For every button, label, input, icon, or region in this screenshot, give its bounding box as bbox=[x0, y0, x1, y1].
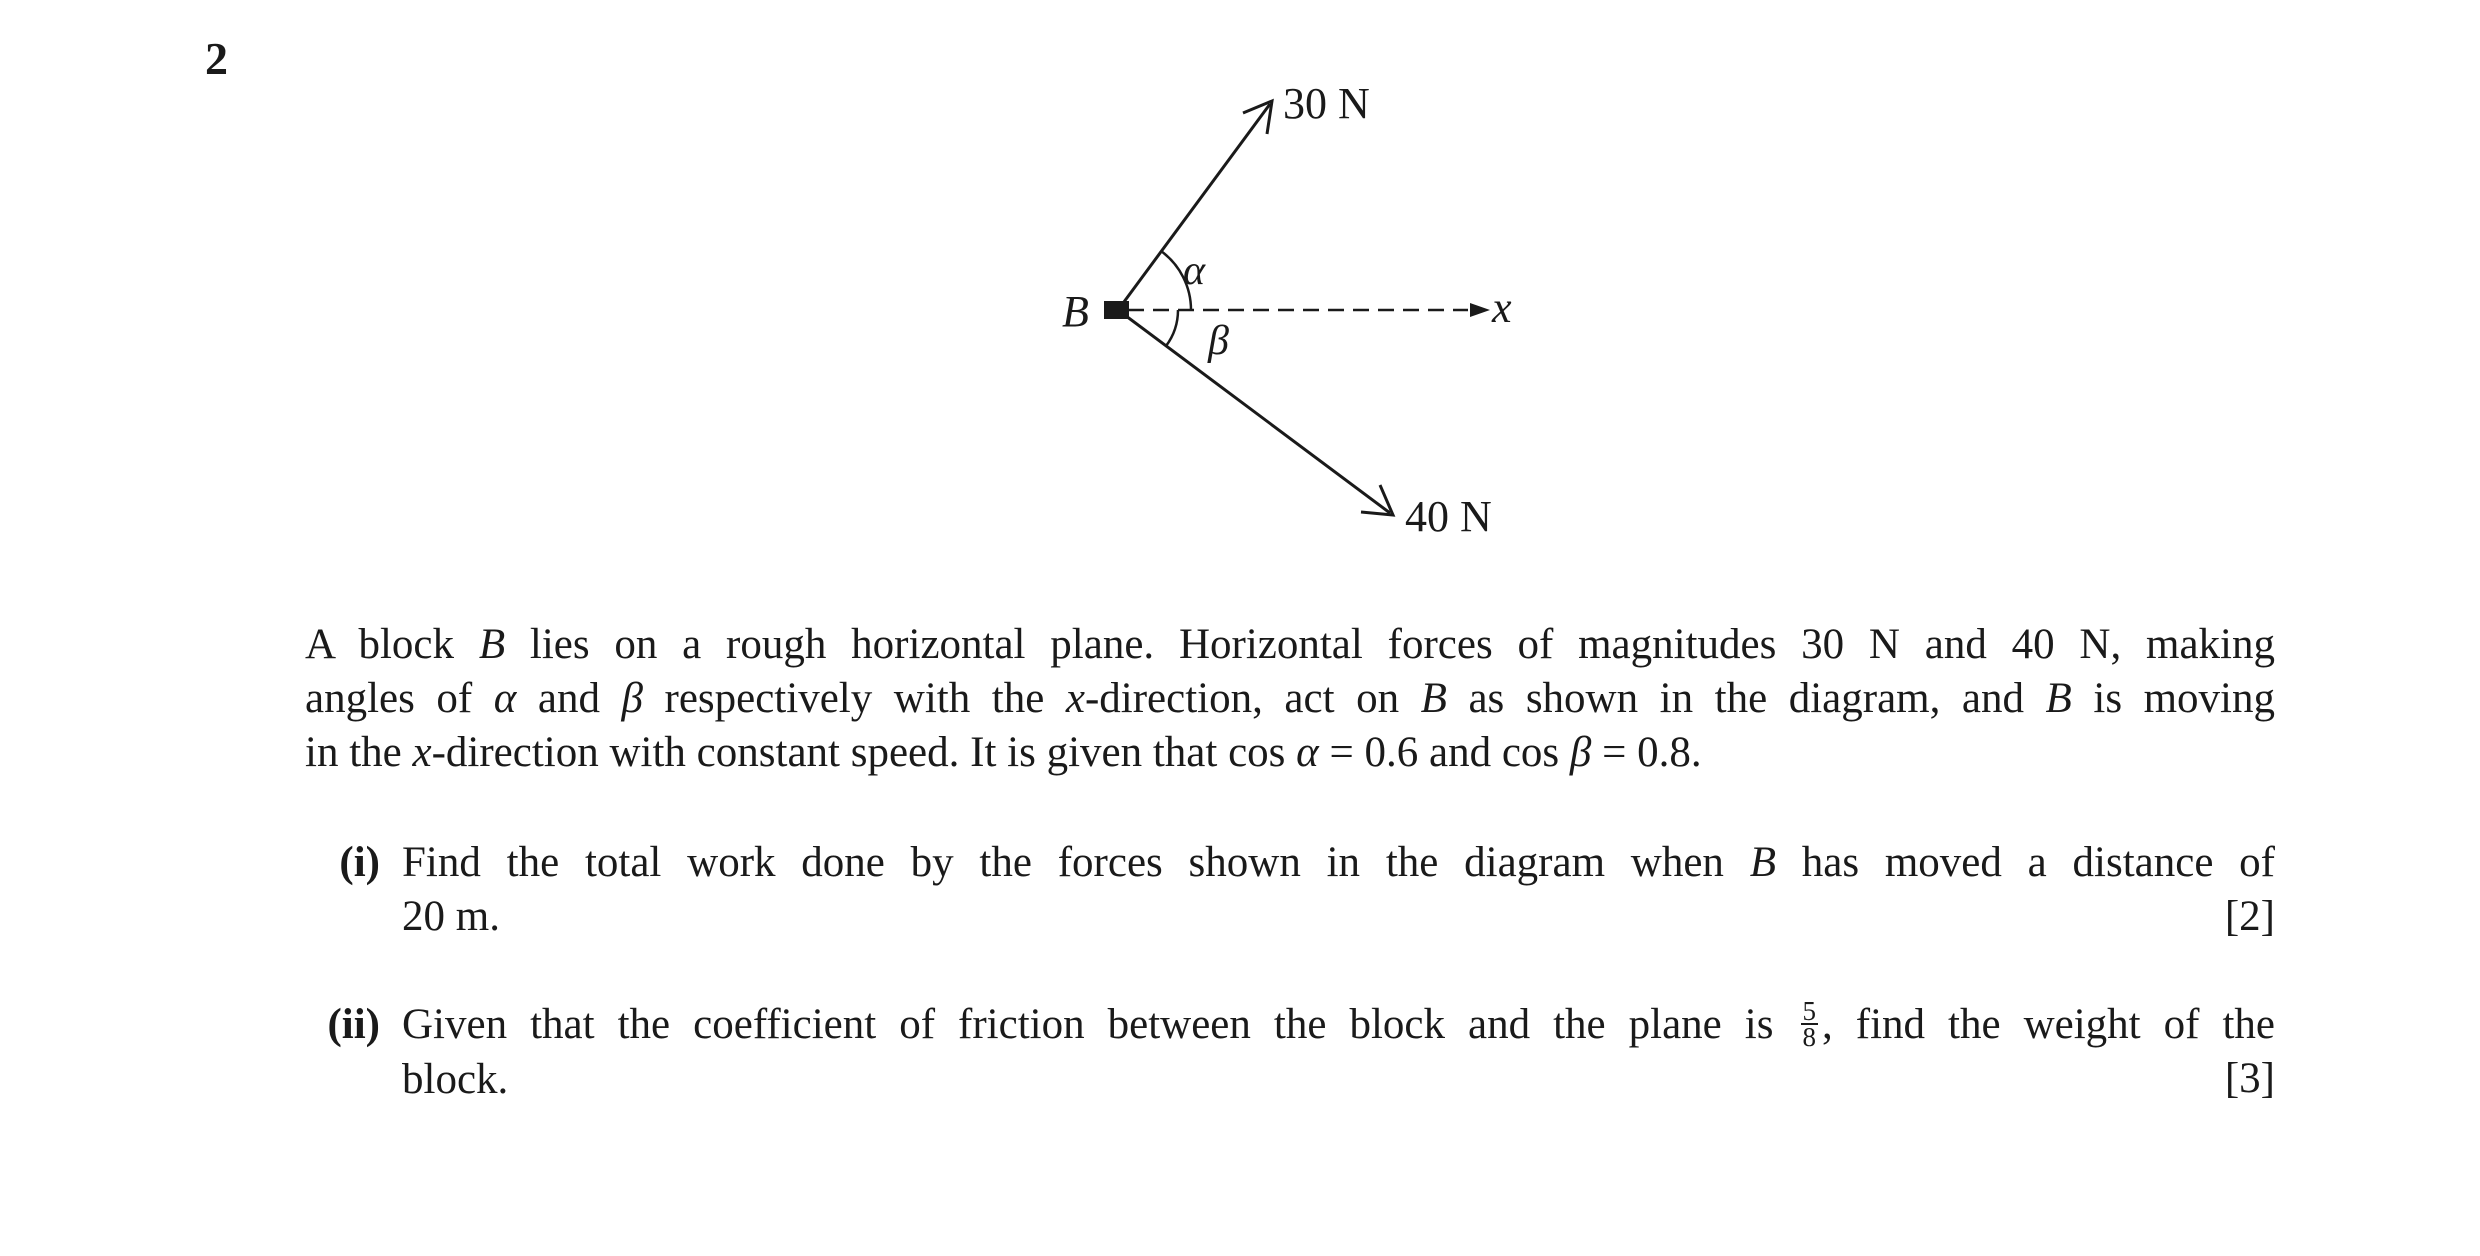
fraction-numerator: 5 bbox=[1802, 996, 1816, 1027]
force-40n-arrow bbox=[1118, 310, 1393, 515]
part-ii-line-2: block. bbox=[402, 1056, 509, 1104]
intro-line-3: in the x-direction with constant speed. It is given that cos α = 0.6 and cos β = 0.8. bbox=[305, 729, 1702, 776]
intro-line-2: angles of α and β respectively with the x-direction, act on B as shown in the diagram, and B is moving bbox=[305, 675, 2275, 722]
question-number: 2 bbox=[205, 33, 228, 84]
intro-line-1: A block B lies on a rough horizontal plane. Horizontal forces of magnitudes 30 N and 40 N, making bbox=[305, 621, 2276, 668]
part-ii-line-1-after: , find the weight of the bbox=[1822, 1001, 2276, 1048]
part-i-marks: [2] bbox=[2224, 893, 2275, 940]
part-i-line-1: Find the total work done by the forces shown in the diagram when B has moved a distance of bbox=[402, 839, 2275, 886]
part-ii-marks: [3] bbox=[2224, 1055, 2275, 1102]
beta-angle-arc bbox=[1166, 310, 1178, 346]
part-i-text bbox=[402, 836, 2275, 944]
alpha-label: α bbox=[1183, 248, 1206, 294]
force-40n-label: 40 N bbox=[1405, 492, 1492, 541]
block-b bbox=[1104, 301, 1129, 319]
part-ii-line-1 bbox=[402, 998, 2275, 1053]
part-i-label: (i) bbox=[339, 839, 380, 886]
beta-label: β bbox=[1208, 318, 1229, 364]
question-intro bbox=[305, 618, 2275, 780]
block-label: B bbox=[1062, 287, 1089, 336]
fraction-denominator: 8 bbox=[1802, 1022, 1816, 1053]
part-ii-line-1-before: Given that the coefficient of friction between the block and the plane is bbox=[402, 1001, 1774, 1048]
part-ii bbox=[0, 998, 2480, 1108]
part-i-line-2: 20 m. bbox=[402, 893, 500, 940]
part-ii-label: (ii) bbox=[327, 1001, 380, 1048]
x-direction-arrow bbox=[1128, 303, 1490, 317]
force-diagram bbox=[0, 0, 2480, 620]
part-ii-text bbox=[402, 998, 2275, 1107]
force-30n-label: 30 N bbox=[1283, 79, 1370, 128]
friction-fraction bbox=[1801, 996, 1819, 1053]
part-i bbox=[0, 836, 2480, 946]
x-axis-label: x bbox=[1492, 283, 1512, 332]
